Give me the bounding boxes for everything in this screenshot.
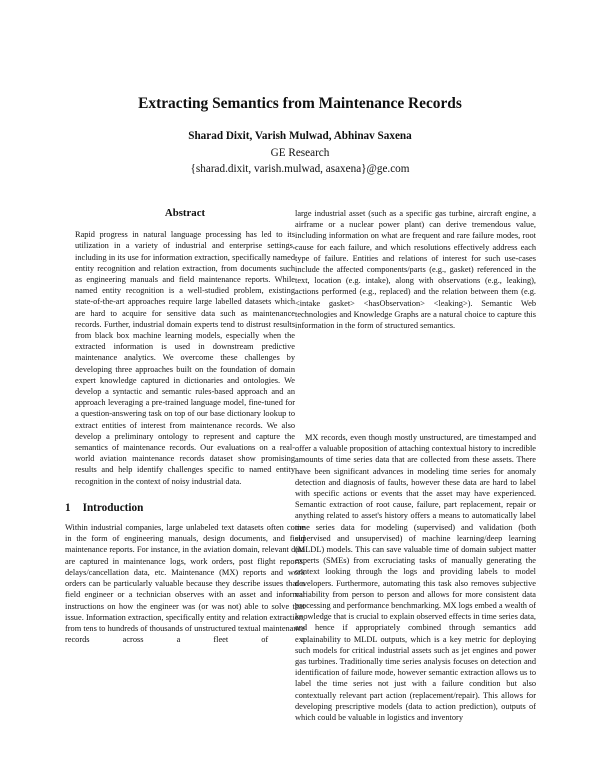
section-title: Introduction [82, 501, 144, 514]
paper-authors: Sharad Dixit, Varish Mulwad, Abhinav Saxena [188, 130, 412, 142]
abstract-heading: Abstract [164, 207, 206, 219]
intro-paragraph-2: MX records, even though mostly unstructured, are timestamped and offer a valuable proposition of attaching contextual history to incredible amounts of time series data that are collected from these assets. There have been significant advances in modeling time series for anomaly detection and diagnosis of faults, however these data are hard to label with specific actions or events that the asset may have experienced. Semantic extraction of root cause, failure, part replacement, repair or anything related to asset's history offers a means to automatically label time series data for modeling (supervised) and validation (both supervised and unsupervised) of machine learning/deep learning (MLDL) models. This can save valuable time of domain subject matter experts (SMEs) from excruciating tasks of manually generating the context looking through the logs and providing labels to model developers. Furthermore, automating this task also removes subjective variability from person to person and allows for more consistent data processing and performance benchmarking. MX logs embed a wealth of knowledge that is crucial to explain observed effects in time series data, and hence if appropriately combined through semantics add explainability to MLDL outputs, which is a key metric for deploying such models for critical industrial assets such as jet engines and power gas turbines. Traditionally time series analysis focuses on detection and identification of failure mode, however semantic extraction allows us to label the time series not just with a failure condition but also contextually relevant part action (replacement/repair). This allows for developing prescriptive models (data to action prediction), outputs of which could be valuable in logistics and inventory [295, 433, 536, 723]
abstract-text: Rapid progress in natural language processing has led to its utilization in a variety of industrial and enterprise settings, including in its use for information extraction, specifically named entity recognition and relation extraction, from documents such as engineering manuals and field maintenance reports. While named entity recognition is a well-studied problem, existing state-of-the-art approaches require large labelled datasets which are hard to acquire for sensitive data such as maintenance records. Further, industrial domain experts tend to distrust results from black box machine learning models, especially when the extracted information is used in downstream predictive maintenance analytics. We overcome these challenges by developing three approaches built on the foundation of domain expert knowledge captured in dictionaries and ontologies. We develop a syntactic and semantic rules-based approach and an approach leveraging a pre-trained language model, fine-tuned for a question-answering task on top of our base dictionary lookup to extract entities of interest from maintenance records. We also develop a preliminary ontology to represent and capture the semantics of maintenance records. Our evaluations on a real-world aviation maintenance records dataset show promising results and help identify challenges specific to named entity recognition in the context of noisy industrial data. [75, 230, 295, 486]
paper-email: {sharad.dixit, varish.mulwad, asaxena}@ge.com [190, 163, 410, 175]
section-number: 1 [65, 501, 71, 514]
intro-paragraph-1: Within industrial companies, large unlabeled text datasets often come in the form of engineering manuals, design documents, and field maintenance reports. For instance, in the aviation domain, relevant data are captured in maintenance logs, work orders, post flight reports, delays/cancellation data, etc. Maintenance (MX) reports and work orders can be particularly valuable because they describe issues that a field engineer or a technician observes with an asset and informal instructions on how the engineer was (or was not) able to solve that issue. Information extraction, specifically entity and relation extraction, from tens to hundreds of thousands of unstructured textual maintenance records across a fleet of a [65, 523, 305, 645]
right-column [295, 208, 536, 756]
section-heading-introduction [65, 503, 305, 514]
intro-paragraph-1-continued: large industrial asset (such as a specific gas turbine, aircraft engine, a airframe or a nuclear power plant) can derive tremendous value, including information on what are frequent and rare failure modes, root cause for each failure, and which resolutions effectively address each type of failure. Entities and relations of interest for such use-cases include the affected components/parts (e.g., gasket) referenced in the text, location (e.g. intake), along with observations (e.g., leaking), actions performed (e.g., replaced) and the relation between them (e.g. <intake gasket> <hasObservation> <leaking>). Semantic Web technologies and Knowledge Graphs are a natural choice to capture this information in the form of structured semantics. [295, 209, 536, 331]
paper-affiliation: GE Research [270, 147, 330, 159]
left-column [65, 208, 305, 768]
paper-title: Extracting Semantics from Maintenance Records [138, 95, 462, 112]
